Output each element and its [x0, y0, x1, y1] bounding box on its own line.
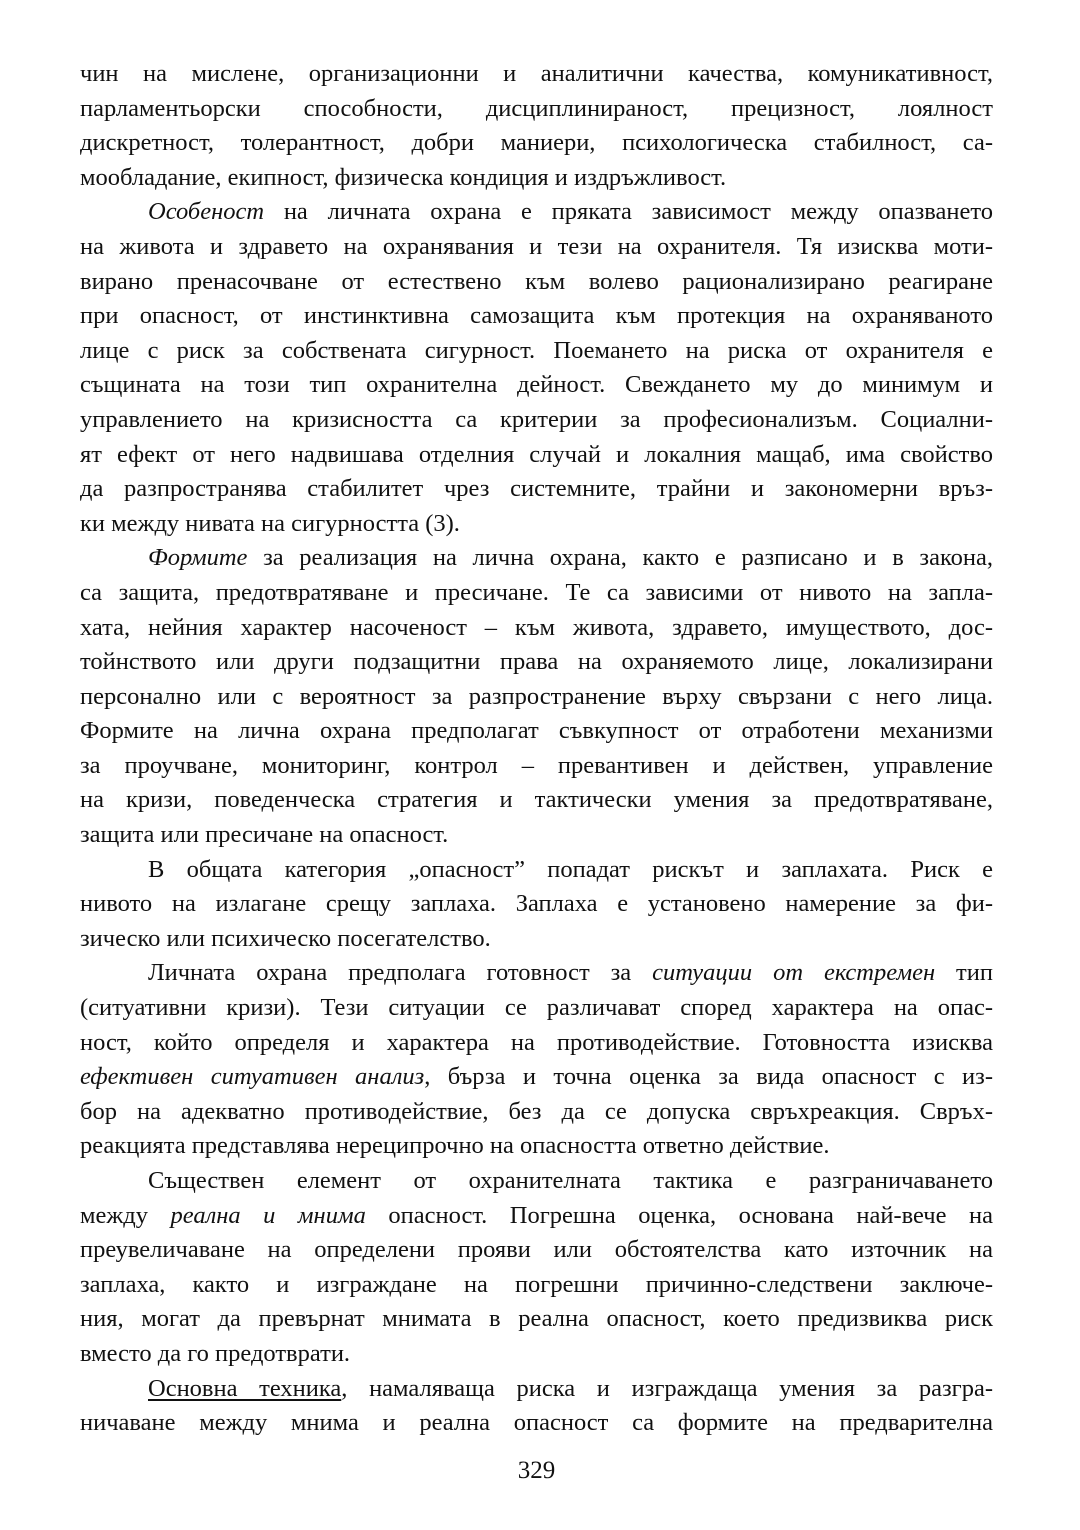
text-line: персонално или с вероятност за разпространение върху свързани с него лица.: [80, 682, 993, 710]
text-line: чин на мислене, организационни и аналитични качества, комуникативност,: [80, 60, 993, 87]
text-line: ност, който определя и характера на противодействие. Готовността изисква: [80, 1028, 993, 1056]
text-line: ефективен ситуативен анализ, бърза и точна оценка за вида опасност с из-: [80, 1063, 993, 1091]
text-line: на живота и здравето на охранявания и тези на охранителя. Тя изисква моти-: [80, 232, 993, 260]
text-line: при опасност, от инстинктивна самозащита към протекция на охраняваното: [80, 302, 993, 330]
text-line: хата, нейния характер насоченост – към живота, здравето, имуществото, дос-: [80, 613, 993, 641]
text-line: ния, могат да превърнат мнимата в реална опасност, което предизвиква риск: [80, 1305, 993, 1333]
text-line: са защита, предотвратяване и пресичане. Те са зависими от нивото на запла-: [80, 578, 993, 606]
text-line: същината на този тип охранителна дейност. Свеждането му до минимум и: [80, 371, 993, 399]
text-block: [80, 57, 993, 1441]
text-line: парламентьорски способности, дисциплинираност, прецизност, лоялност: [80, 94, 993, 122]
text-line: реакцията представлява нереципрочно на опасността ответно действие.: [80, 1132, 830, 1160]
text-line: (ситуативни кризи). Тези ситуации се различават според характера на опас-: [80, 994, 993, 1022]
text-line: мообладание, екипност, физическа кондиция и издръжливост.: [80, 163, 727, 191]
text-line: тойнството или други подзащитни права на охраняемото лице, локализирани: [80, 648, 993, 676]
text-line: вирано пренасочване от естествено към волево рационализирано реагиране: [80, 267, 993, 295]
text-line: на кризи, поведенческа стратегия и тактически умения за предотвратяване,: [80, 786, 993, 814]
text-line: Основна техника, намаляваща риска и изграждаща умения за разгра-: [148, 1374, 993, 1402]
text-line: управлението на кризисността са критерии за професионализъм. Социални-: [80, 405, 993, 433]
text-line: преувеличаване на определени прояви или обстоятелства като източник на: [80, 1236, 993, 1264]
text-line: Особеност на личната охрана е пряката зависимост между опазването: [148, 198, 993, 226]
text-line: вместо да го предотврати.: [80, 1339, 351, 1367]
text-line: защита или пресичане на опасност.: [80, 821, 449, 849]
text-line: дискретност, толерантност, добри маниери, психологическа стабилност, са-: [80, 129, 993, 157]
text-line: ят ефект от него надвишава отделния случай и локалния мащаб, има свойство: [80, 440, 993, 468]
text-line: Формите на лична охрана предполагат съвкупност от отработени механизми: [80, 717, 993, 745]
text-line: зическо или психическо посегателство.: [80, 924, 491, 952]
text-line: Съществен елемент от охранителната тактика е разграничаването: [148, 1167, 993, 1194]
text-line: бор на адекватно противодействие, без да се допуска свръхреакция. Свръх-: [80, 1097, 993, 1125]
page-number: 329: [517, 1456, 556, 1484]
text-line: за проучване, мониторинг, контрол – превантивен и действен, управление: [80, 751, 993, 779]
text-line: ничаване между мнима и реална опасност са формите на предварителна: [80, 1409, 993, 1437]
text-line: заплаха, както и изграждане на погрешни причинно-следствени заключе-: [80, 1270, 993, 1298]
text-line: нивото на излагане срещу заплаха. Заплаха е установено намерение за фи-: [80, 890, 993, 918]
text-line: Формите за реализация на лична охрана, както е разписано и в закона,: [148, 544, 993, 572]
text-line: Личната охрана предполага готовност за ситуации от екстремен тип: [148, 959, 993, 987]
text-line: да разпространява стабилитет чрез системните, трайни и закономерни връз-: [80, 475, 993, 503]
text-line: между реална и мнима опасност. Погрешна оценка, основана най-вече на: [80, 1201, 993, 1229]
text-line: В общата категория „опасност” попадат рискът и заплахата. Риск е: [148, 855, 993, 883]
text-line: лице с риск за собствената сигурност. Поемането на риска от охранителя е: [80, 336, 993, 364]
text-line: ки между нивата на сигурността (3).: [80, 509, 460, 537]
